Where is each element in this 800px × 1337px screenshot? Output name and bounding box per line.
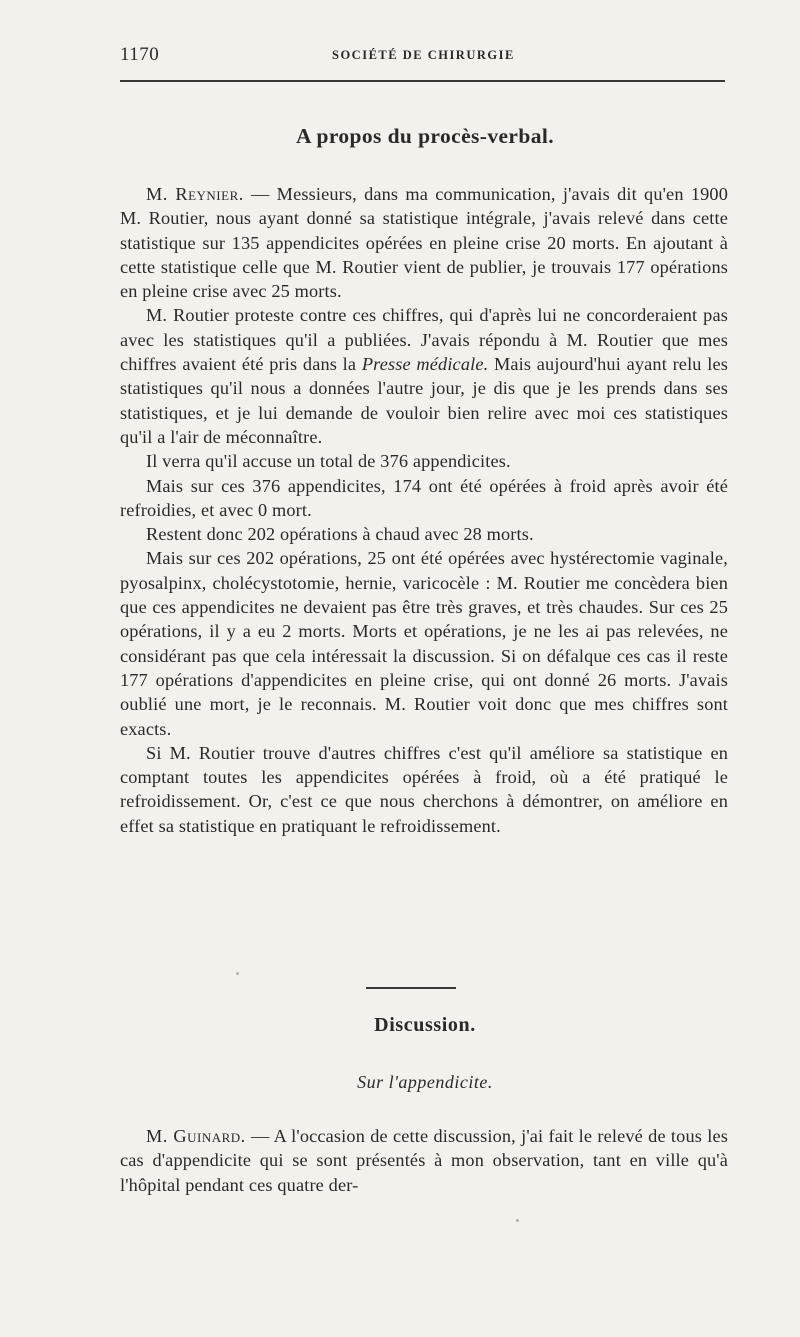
discussion-subtitle: Sur l'appendicite. bbox=[357, 1072, 493, 1092]
print-speck bbox=[516, 1219, 519, 1222]
section-title: A propos du procès-verbal. bbox=[295, 124, 555, 148]
speaker-name: M. Guinard. bbox=[146, 1126, 246, 1146]
paragraph-text: — Messieurs, dans ma communication, j'avais dit qu'en 1900 M. Routier, nous ayant donné sa statistique intégrale, j'avais relevé dans cette statistique sur 135 appendicites opérées en pleine crise 20 morts. En ajoutant à cette statistique celle que M. Routier vient de publier, je trouvais 177 opérations en pleine crise avec 25 morts. bbox=[120, 184, 728, 302]
paragraph: Il verra qu'il accuse un total de 376 appendicites. bbox=[146, 451, 511, 472]
reynier-remarks bbox=[120, 182, 728, 838]
paragraph: Mais sur ces 202 opérations, 25 ont été opérées avec hystérectomie vaginale, pyosalpinx, cholécystotomie, hernie, varicocèle : M. Routier me concèdera bien que ces appendicites ne devaient pas être très graves, et très chaudes. Sur ces 25 opérations, il y a eu 2 morts. Morts et opérations, je ne les ai pas relevées, ne considérant pas que cela intéressait la discussion. Si on défalque ces cas il reste 177 opérations d'appendicites en pleine crise, qui ont donné 26 morts. J'avais oublié une mort, je le reconnais. M. Routier voit donc que mes chiffres sont exacts. bbox=[120, 548, 728, 739]
paragraph bbox=[120, 1124, 728, 1197]
page-header bbox=[120, 44, 728, 74]
guinard-remarks bbox=[120, 1124, 728, 1197]
page-number: 1170 bbox=[120, 44, 160, 65]
print-speck bbox=[236, 972, 239, 975]
paragraph: Si M. Routier trouve d'autres chiffres c'est qu'il améliore sa statistique en comptant toutes les appendicites opérées à froid, où a été pratiqué le refroidissement. Or, c'est ce que nous cherchons à démontrer, on améliore en effet sa statistique en pratiquant le refroidissement. bbox=[120, 742, 728, 836]
paragraph bbox=[120, 303, 728, 449]
paragraph bbox=[120, 182, 728, 303]
speaker-name: M. Reynier. bbox=[146, 184, 244, 204]
paragraph-text: — A l'occasion de cette discussion, j'ai fait le relevé de tous les cas d'appendicite qui se sont présentés à mon observation, tant en ville qu'à l'hôpital pendant ces quatre der- bbox=[120, 1126, 728, 1195]
paragraph-text: M. Routier proteste contre ces chiffres, qui d'après lui ne concorderaient pas avec les statistiques qu'il a publiées. J'avais répondu à M. Routier que mes chiffres avaient été pris dans la bbox=[120, 305, 728, 375]
section-separator bbox=[366, 987, 456, 989]
paragraph: Restent donc 202 opérations à chaud avec 28 morts. bbox=[146, 524, 534, 545]
header-rule bbox=[120, 80, 725, 82]
paragraph: Mais sur ces 376 appendicites, 174 ont été opérées à froid après avoir été refroidies, et avec 0 mort. bbox=[120, 475, 728, 520]
journal-title: Presse médicale. bbox=[361, 354, 489, 375]
running-head: SOCIÉTÉ DE CHIRURGIE bbox=[332, 48, 515, 62]
discussion-title: Discussion. bbox=[374, 1014, 476, 1036]
paragraph-text: Mais aujourd'hui ayant relu les statistiques qu'il nous a données l'autre jour, je dis que je les prends dans ses statistiques, et je lui demande de vouloir bien relire avec moi ces statistiques qu'il a l'air de méconnaître. bbox=[120, 354, 728, 447]
